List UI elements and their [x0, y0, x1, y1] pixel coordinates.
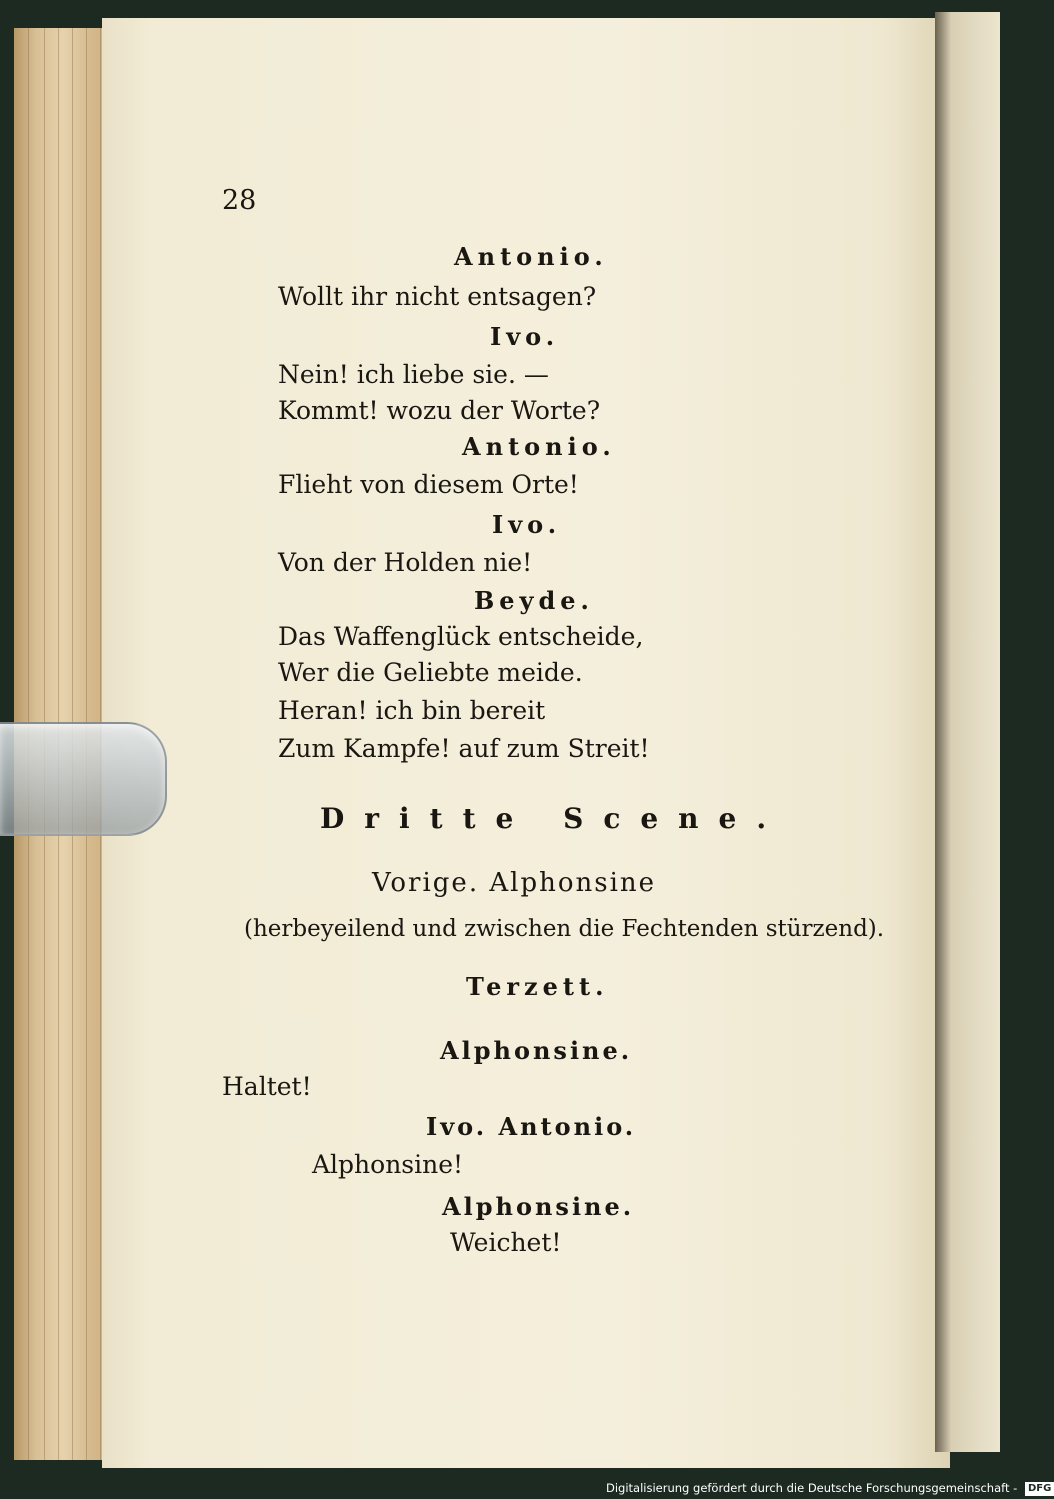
speaker-ivo-antonio: Ivo. Antonio.: [426, 1112, 637, 1141]
verse-line: Kommt! wozu der Worte?: [278, 396, 601, 425]
verse-line: Flieht von diesem Orte!: [278, 470, 579, 499]
stage-direction: (herbeyeilend und zwischen die Fechtenden stürzend).: [244, 916, 885, 942]
verse-line: Wer die Geliebte meide.: [278, 658, 583, 687]
speaker-ivo: Ivo.: [490, 322, 560, 351]
verse-line: Alphonsine!: [312, 1150, 464, 1179]
verse-line: Heran! ich bin bereit: [278, 696, 546, 725]
page-number: 28: [222, 185, 257, 216]
scene-characters: Vorige. Alphonsine: [372, 868, 657, 898]
speaker-ivo: Ivo.: [492, 510, 562, 539]
speaker-beyde: Beyde.: [474, 586, 594, 615]
bookmark-clip: [0, 722, 167, 836]
speaker-antonio: Antonio.: [454, 242, 608, 271]
speaker-antonio: Antonio.: [462, 432, 616, 461]
speaker-alphonsine: Alphonsine.: [440, 1036, 633, 1065]
verse-line: Weichet!: [450, 1228, 562, 1257]
verse-line: Wollt ihr nicht entsagen?: [278, 282, 597, 311]
verse-line: Das Waffenglück entscheide,: [278, 622, 644, 651]
dfg-credit-text: Digitalisierung gefördert durch die Deutsche Forschungsgemeinschaft -: [606, 1481, 1018, 1495]
facing-page-edge: [935, 12, 1000, 1452]
dfg-logo-icon: DFG: [1025, 1482, 1054, 1496]
verse-line: Haltet!: [222, 1072, 312, 1101]
section-heading: Terzett.: [466, 972, 609, 1001]
verse-line: Nein! ich liebe sie. —: [278, 360, 549, 389]
verse-line: Zum Kampfe! auf zum Streit!: [278, 734, 650, 763]
dfg-credit: [606, 1478, 1054, 1498]
scene-title: Dritte Scene.: [320, 802, 787, 835]
speaker-alphonsine: Alphonsine.: [442, 1192, 635, 1221]
verse-line: Von der Holden nie!: [278, 548, 533, 577]
